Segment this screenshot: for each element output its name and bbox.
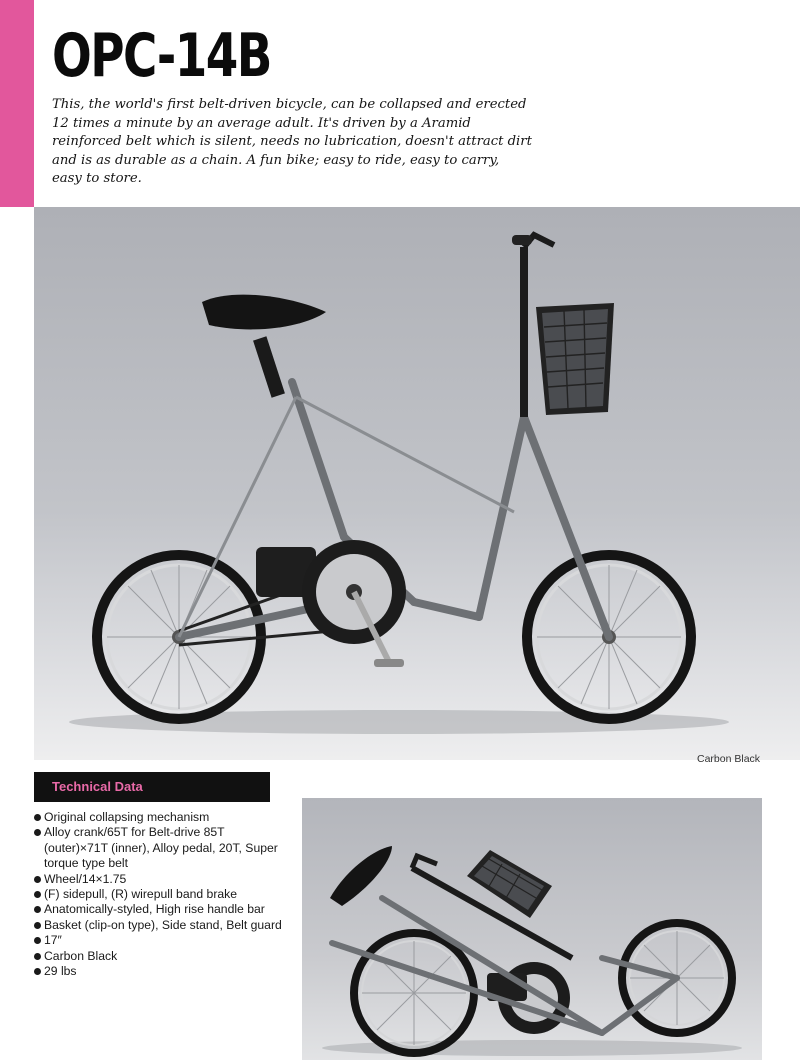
basket [536,303,614,415]
bicycle-illustration [34,207,800,760]
spec-item: Basket (clip-on type), Side stand, Belt guard [34,918,289,933]
spec-item: Original collapsing mechanism [34,810,289,825]
spec-item: Anatomically-styled, High rise handle bar [34,902,289,917]
spec-item: 17″ [34,933,289,948]
spec-item: Wheel/14×1.75 [34,872,289,887]
folded-bicycle-illustration [302,798,762,1060]
folded-bicycle-photo [302,798,762,1060]
technical-data-header [34,772,270,802]
technical-data-heading: Technical Data [52,779,143,794]
bicycle-photo [34,207,800,760]
page-title: OPC-14B [52,21,271,91]
spec-item: Alloy crank/65T for Belt-drive 85T (outer)×71T (inner), Alloy pedal, 20T, Super torque type belt [34,825,289,871]
intro-paragraph: This, the world's first belt-driven bicycle, can be collapsed and erected 12 times a minute by an average adult. It's driven by a Aramid reinforced belt which is silent, needs no lubrication, doesn't attract dirt and is as durable as a chain. A fun bike; easy to ride, easy to carry, easy to store. [52,97,532,186]
spec-item: Carbon Black [34,949,289,964]
spec-item: 29 lbs [34,964,289,979]
technical-data-list [34,810,289,979]
color-caption: Carbon Black [697,753,761,765]
spec-item: (F) sidepull, (R) wirepull band brake [34,887,289,902]
pink-accent-bar [0,0,34,207]
